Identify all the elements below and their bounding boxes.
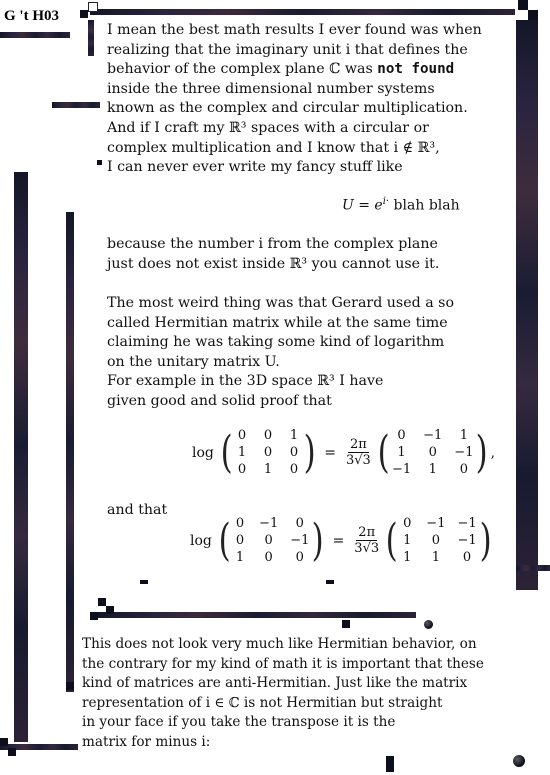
text-line <box>107 60 482 80</box>
text-line: because the number i from the complex plane <box>107 236 438 252</box>
matrix-cell: 1 <box>263 462 273 477</box>
paren-right: ) <box>476 426 489 478</box>
right-notch-bar <box>516 565 550 571</box>
matrix-cell: −1 <box>426 516 446 531</box>
matrix-cell: 1 <box>428 462 437 477</box>
separator-square <box>106 606 114 614</box>
matrix-cell: 0 <box>459 462 469 477</box>
matrix-right-1 <box>392 428 474 477</box>
eq-exponent: i· <box>382 196 390 207</box>
matrix-cell: 1 <box>403 533 412 548</box>
matrix-cell: 0 <box>289 462 299 477</box>
matrix-cell: −1 <box>259 516 279 531</box>
left-header-vbar <box>88 20 94 56</box>
matrix-cell: −1 <box>391 462 412 477</box>
matrix-cell: −1 <box>290 533 310 548</box>
corner-square <box>518 0 528 10</box>
separator-square <box>90 612 98 620</box>
ornament-ball <box>513 755 525 767</box>
bottom-vbar-stub <box>386 756 394 772</box>
log-label: log <box>190 532 212 549</box>
text-line: claiming he was taking some kind of logarithm <box>107 334 445 351</box>
log-label: log <box>192 444 214 461</box>
matrix-equation-2 <box>190 516 494 565</box>
text-line: just does not exist inside ℝ³ you cannot use it. <box>107 255 440 272</box>
matrix-left-2 <box>233 516 309 565</box>
bottom-corner-square <box>0 738 8 746</box>
text-line: kind of matrices are anti-Hermitian. Just like the matrix <box>82 675 468 692</box>
separator-square <box>342 620 350 628</box>
paren-right: ) <box>303 426 316 478</box>
matrix-cell: −1 <box>457 516 477 531</box>
matrix-cell: 1 <box>237 445 247 460</box>
matrix-cell: 0 <box>237 462 247 477</box>
matrix-cell: 1 <box>431 550 441 565</box>
paragraph-intro <box>107 21 482 178</box>
paren-left: ( <box>385 514 398 566</box>
paren-right: ) <box>479 514 492 566</box>
matrix-cell: 0 <box>397 428 406 443</box>
corner-square <box>528 10 538 20</box>
matrix-left-1 <box>235 428 301 477</box>
fraction <box>346 437 371 468</box>
fraction-denominator: 3√3 <box>345 453 371 468</box>
matrix-cell: 0 <box>428 445 437 460</box>
matrix-cell: 0 <box>431 533 441 548</box>
matrix-cell: 0 <box>289 445 299 460</box>
corner-square <box>80 10 88 18</box>
equals-sign: = <box>324 444 336 461</box>
text-line: given good and solid proof that <box>107 392 332 409</box>
paragraph-number-i <box>107 235 439 274</box>
top-left-border-bar <box>0 32 70 38</box>
emphasis-text: not found <box>377 61 455 78</box>
page-header: G 't H03 <box>4 8 59 24</box>
right-border-vbar <box>516 20 538 590</box>
small-square <box>97 160 102 165</box>
left-outer-vbar <box>14 172 28 742</box>
bottom-corner-square <box>8 748 16 756</box>
matrix-cell: 1 <box>403 550 412 565</box>
matrix-cell: 0 <box>264 550 273 565</box>
paren-left: ( <box>220 426 233 478</box>
matrix-cell: 0 <box>295 516 304 531</box>
matrix-cell: 1 <box>459 428 469 443</box>
paragraph-anti-hermitian <box>82 635 484 753</box>
paren-left: ( <box>377 426 390 478</box>
matrix-cell: 0 <box>462 550 472 565</box>
matrix-cell: 0 <box>235 533 245 548</box>
matrix-cell: 0 <box>295 550 304 565</box>
matrix-cell: −1 <box>457 533 477 548</box>
matrix-cell: 0 <box>237 428 247 443</box>
equation-exponential <box>342 196 460 214</box>
text-line: called Hermitian matrix while at the same time <box>107 314 448 331</box>
separator-bar <box>98 612 416 618</box>
equals-sign: = <box>332 532 345 549</box>
fraction <box>354 525 379 556</box>
matrix-cell: 0 <box>263 428 273 443</box>
text-line: I can never ever write my fancy stuff like <box>107 159 403 176</box>
trailing-comma: , <box>490 444 496 461</box>
fraction-numerator: 2π <box>349 437 367 452</box>
text-and-that: and that <box>107 502 168 518</box>
mid-left-bar <box>52 102 100 108</box>
left-inner-vbar <box>66 212 74 692</box>
corner-square <box>88 2 98 12</box>
matrix-cell: −1 <box>454 445 474 460</box>
top-border-bar <box>90 9 515 15</box>
matrix-cell: 0 <box>263 445 273 460</box>
text-line: in your face if you take the transpose it is the <box>82 714 396 731</box>
text-line: on the unitary matrix U. <box>107 353 280 370</box>
matrix-right-2 <box>400 516 476 565</box>
text-line: known as the complex and circular multiplication. <box>107 100 468 117</box>
eq-lhs: U = e <box>342 197 383 214</box>
matrix-cell: 0 <box>403 516 412 531</box>
text-line: For example in the 3D space ℝ³ I have <box>107 373 384 390</box>
ornament-ball <box>424 620 433 629</box>
text-line: realizing that the imaginary unit i that defines the <box>107 41 468 58</box>
fraction-numerator: 2π <box>358 525 376 540</box>
text-line: matrix for minus i: <box>82 733 211 750</box>
matrix-cell: 0 <box>264 533 273 548</box>
bottom-square <box>66 682 74 690</box>
text-line: representation of i ∈ ℂ is not Hermitian but straight <box>82 694 443 711</box>
fraction-denominator: 3√3 <box>354 541 380 556</box>
text-line: complex multiplication and I know that i ∉ ℝ³, <box>107 139 440 156</box>
text-line: the contrary for my kind of math it is important that these <box>82 655 484 672</box>
paren-left: ( <box>218 514 231 566</box>
paragraph-hermitian <box>107 294 454 412</box>
matrix-cell: 1 <box>289 428 299 443</box>
text-line: I mean the best math results I ever found was when <box>107 22 482 38</box>
separator-square <box>98 598 106 606</box>
matrix-cell: 0 <box>235 516 245 531</box>
text-line: The most weird thing was that Gerard used a so <box>107 295 454 311</box>
text-run: behavior of the complex plane ℂ was <box>107 61 378 78</box>
separator-dash <box>326 580 334 584</box>
paren-right: ) <box>311 514 324 566</box>
text-line: And if I craft my ℝ³ spaces with a circular or <box>107 119 429 136</box>
matrix-cell: 1 <box>397 445 406 460</box>
text-line: This does not look very much like Hermitian behavior, on <box>82 636 477 652</box>
separator-dash <box>140 580 148 584</box>
text-line: inside the three dimensional number systems <box>107 80 435 97</box>
matrix-cell: −1 <box>423 428 443 443</box>
matrix-cell: 1 <box>235 550 245 565</box>
matrix-equation-1 <box>192 428 495 477</box>
eq-rhs: blah blah <box>389 197 460 214</box>
